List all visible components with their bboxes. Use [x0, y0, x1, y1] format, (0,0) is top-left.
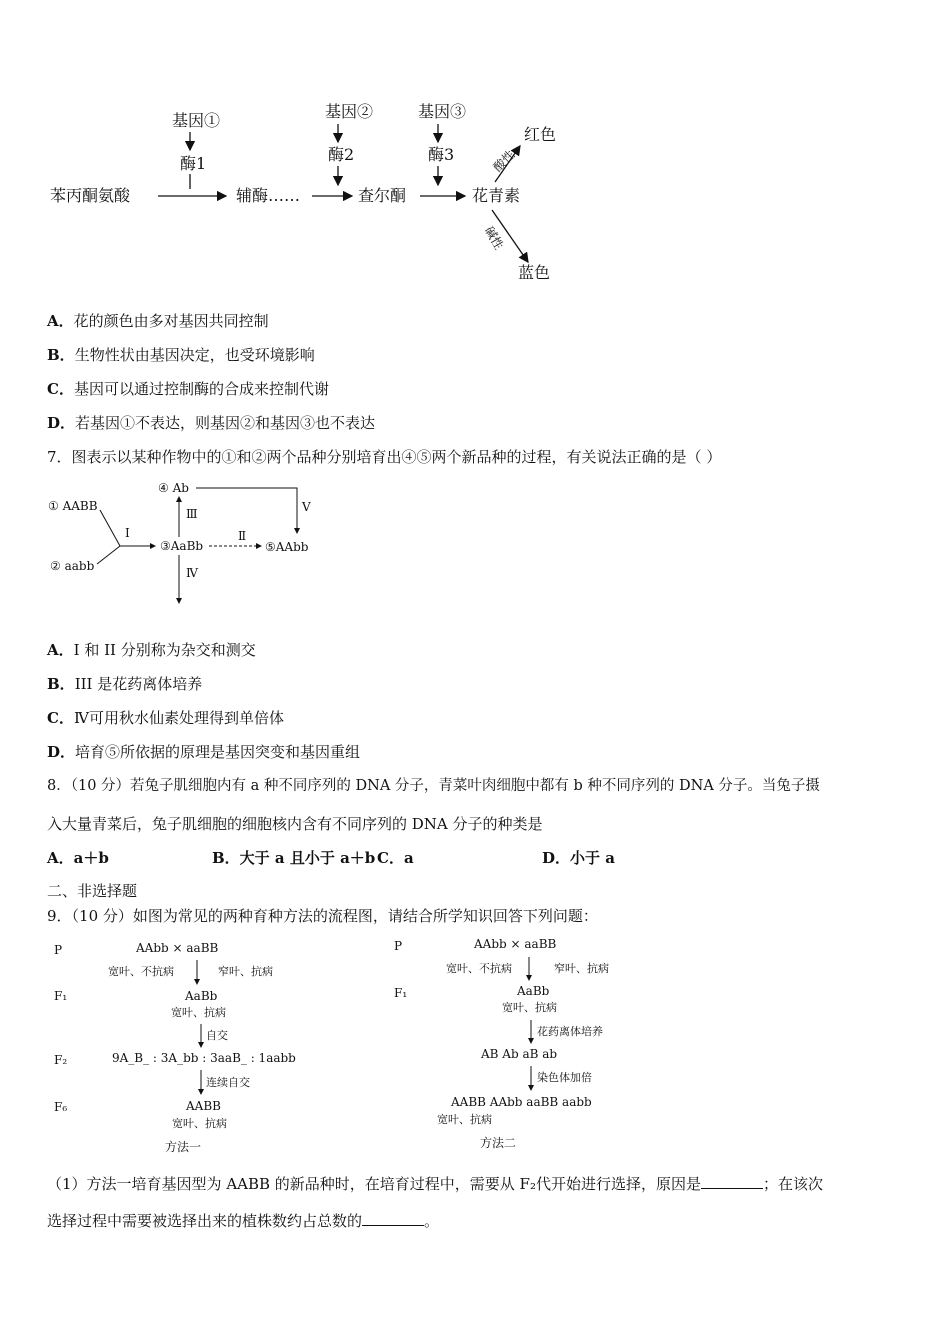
blue-label: 蓝色 [518, 263, 551, 282]
m2-doubling-label: 染色体加倍 [537, 1071, 592, 1084]
section-heading: 二、非选择题 [47, 882, 138, 900]
q8-option-b[interactable]: B．大于 a 且小于 a＋b [212, 849, 376, 867]
q9-stem: 9．（10 分）如图为常见的两种育种方法的流程图，请结合所学知识回答下列问题： [47, 907, 598, 925]
step-II: Ⅱ [238, 529, 247, 543]
m2-cross: AAbb × aaBB [474, 937, 557, 951]
gene2-label: 基因② [325, 102, 374, 121]
gene3-label: 基因③ [418, 102, 467, 121]
enzyme1-label: 酶1 [180, 154, 207, 173]
acidic-label: 酸性 [490, 147, 518, 175]
m1-f6-genotype: AABB [186, 1099, 221, 1113]
m2-title: 方法二 [480, 1136, 517, 1150]
q6-option-c[interactable]: C．基因可以通过控制酶的合成来控制代谢 [47, 380, 329, 398]
q6-option-d[interactable]: D．若基因①不表达，则基因②和基因③也不表达 [47, 414, 376, 432]
step-IV: Ⅳ [186, 566, 198, 580]
m1-selfing-label: 自交 [206, 1029, 228, 1042]
m1-F6: F₆ [54, 1100, 68, 1114]
step-V: Ⅴ [302, 500, 311, 514]
node-2: ② aabb [50, 559, 95, 573]
m2-anther-culture-label: 花药离体培养 [537, 1025, 603, 1038]
m1-F1: F₁ [54, 989, 68, 1003]
m1-P: P [54, 943, 63, 957]
m1-p2-trait: 窄叶、抗病 [218, 965, 273, 978]
m1-F2: F₂ [54, 1053, 68, 1067]
q8-option-c[interactable]: C．a [377, 849, 414, 867]
m1-f1-genotype: AaBb [185, 989, 218, 1003]
q7-stem: 7．图表示以某种作物中的①和②两个品种分别培育出④⑤两个新品种的过程，有关说法正确的是（ ） [47, 448, 722, 466]
coenzyme-label: 辅酶…… [236, 186, 301, 205]
answer-blank-1[interactable] [701, 1176, 763, 1189]
m2-f1-trait: 宽叶、抗病 [502, 1001, 557, 1014]
q7-option-b[interactable]: B．III 是花药离体培养 [47, 675, 203, 693]
q9-sub1-line1: （1）方法一培育基因型为 AABB 的新品种时，在培育过程中，需要从 F₂代开始进行选择，原因是 ；在该次 [47, 1175, 823, 1193]
answer-blank-2[interactable] [362, 1213, 424, 1226]
gene1-label: 基因① [172, 111, 221, 130]
m1-continuous-selfing-label: 连续自交 [206, 1076, 250, 1089]
m2-genotypes: AABB AAbb aaBB aabb [451, 1095, 592, 1109]
m1-cross: AAbb × aaBB [136, 941, 219, 955]
q7-option-d[interactable]: D．培育⑤所依据的原理是基因突变和基因重组 [47, 743, 361, 761]
m2-P: P [394, 939, 403, 953]
enzyme3-label: 酶3 [428, 145, 455, 164]
node-4: ④ Ab [158, 481, 189, 495]
q9-sub1-line2: 选择过程中需要被选择出来的植株数约占总数的 。 [47, 1212, 440, 1230]
q6-option-a[interactable]: A．花的颜色由多对基因共同控制 [47, 312, 269, 330]
m1-p1-trait: 宽叶、不抗病 [108, 965, 174, 978]
q8-option-a[interactable]: A．a＋b [47, 849, 109, 867]
q7-option-c[interactable]: C．Ⅳ可用秋水仙素处理得到单倍体 [47, 709, 284, 727]
m2-p1-trait: 宽叶、不抗病 [446, 962, 512, 975]
m1-f1-trait: 宽叶、抗病 [171, 1006, 226, 1019]
m1-title: 方法一 [165, 1140, 202, 1154]
m1-f6-trait: 宽叶、抗病 [172, 1117, 227, 1130]
step-I: I [125, 526, 130, 540]
m2-f1-genotype: AaBb [517, 984, 550, 998]
basic-label: 碱性 [481, 224, 507, 252]
q8-stem-line1: 8．（10 分）若兔子肌细胞内有 a 种不同序列的 DNA 分子，青菜叶肉细胞中都有 b 种不同序列的 DNA 分子。当兔子摄 [47, 778, 820, 794]
m2-aabb-trait: 宽叶、抗病 [437, 1113, 492, 1126]
node-1: ① AABB [48, 499, 98, 513]
m2-gametes: AB Ab aB ab [481, 1047, 558, 1061]
node-5: ⑤AAbb [265, 540, 309, 554]
m1-f2-ratio: 9A_B_ : 3A_bb : 3aaB_ : 1aabb [112, 1051, 296, 1065]
step-III: Ⅲ [186, 507, 198, 521]
q8-stem-line2: 入大量青菜后，兔子肌细胞的细胞核内含有不同序列的 DNA 分子的种类是 [47, 815, 543, 833]
m2-p2-trait: 窄叶、抗病 [554, 962, 609, 975]
m2-F1: F₁ [394, 986, 408, 1000]
node-3: ③AaBb [160, 539, 204, 553]
q6-option-b[interactable]: B．生物性状由基因决定，也受环境影响 [47, 346, 315, 364]
red-label: 红色 [524, 125, 557, 144]
anthocyanin-label: 花青素 [472, 186, 521, 205]
q7-option-a[interactable]: A．I 和 II 分别称为杂交和测交 [47, 641, 256, 659]
phenylalanine-label: 苯丙酮氨酸 [50, 186, 131, 205]
enzyme2-label: 酶2 [328, 145, 355, 164]
q8-option-d[interactable]: D．小于 a [542, 849, 615, 867]
chalcone-label: 查尔酮 [358, 186, 407, 205]
